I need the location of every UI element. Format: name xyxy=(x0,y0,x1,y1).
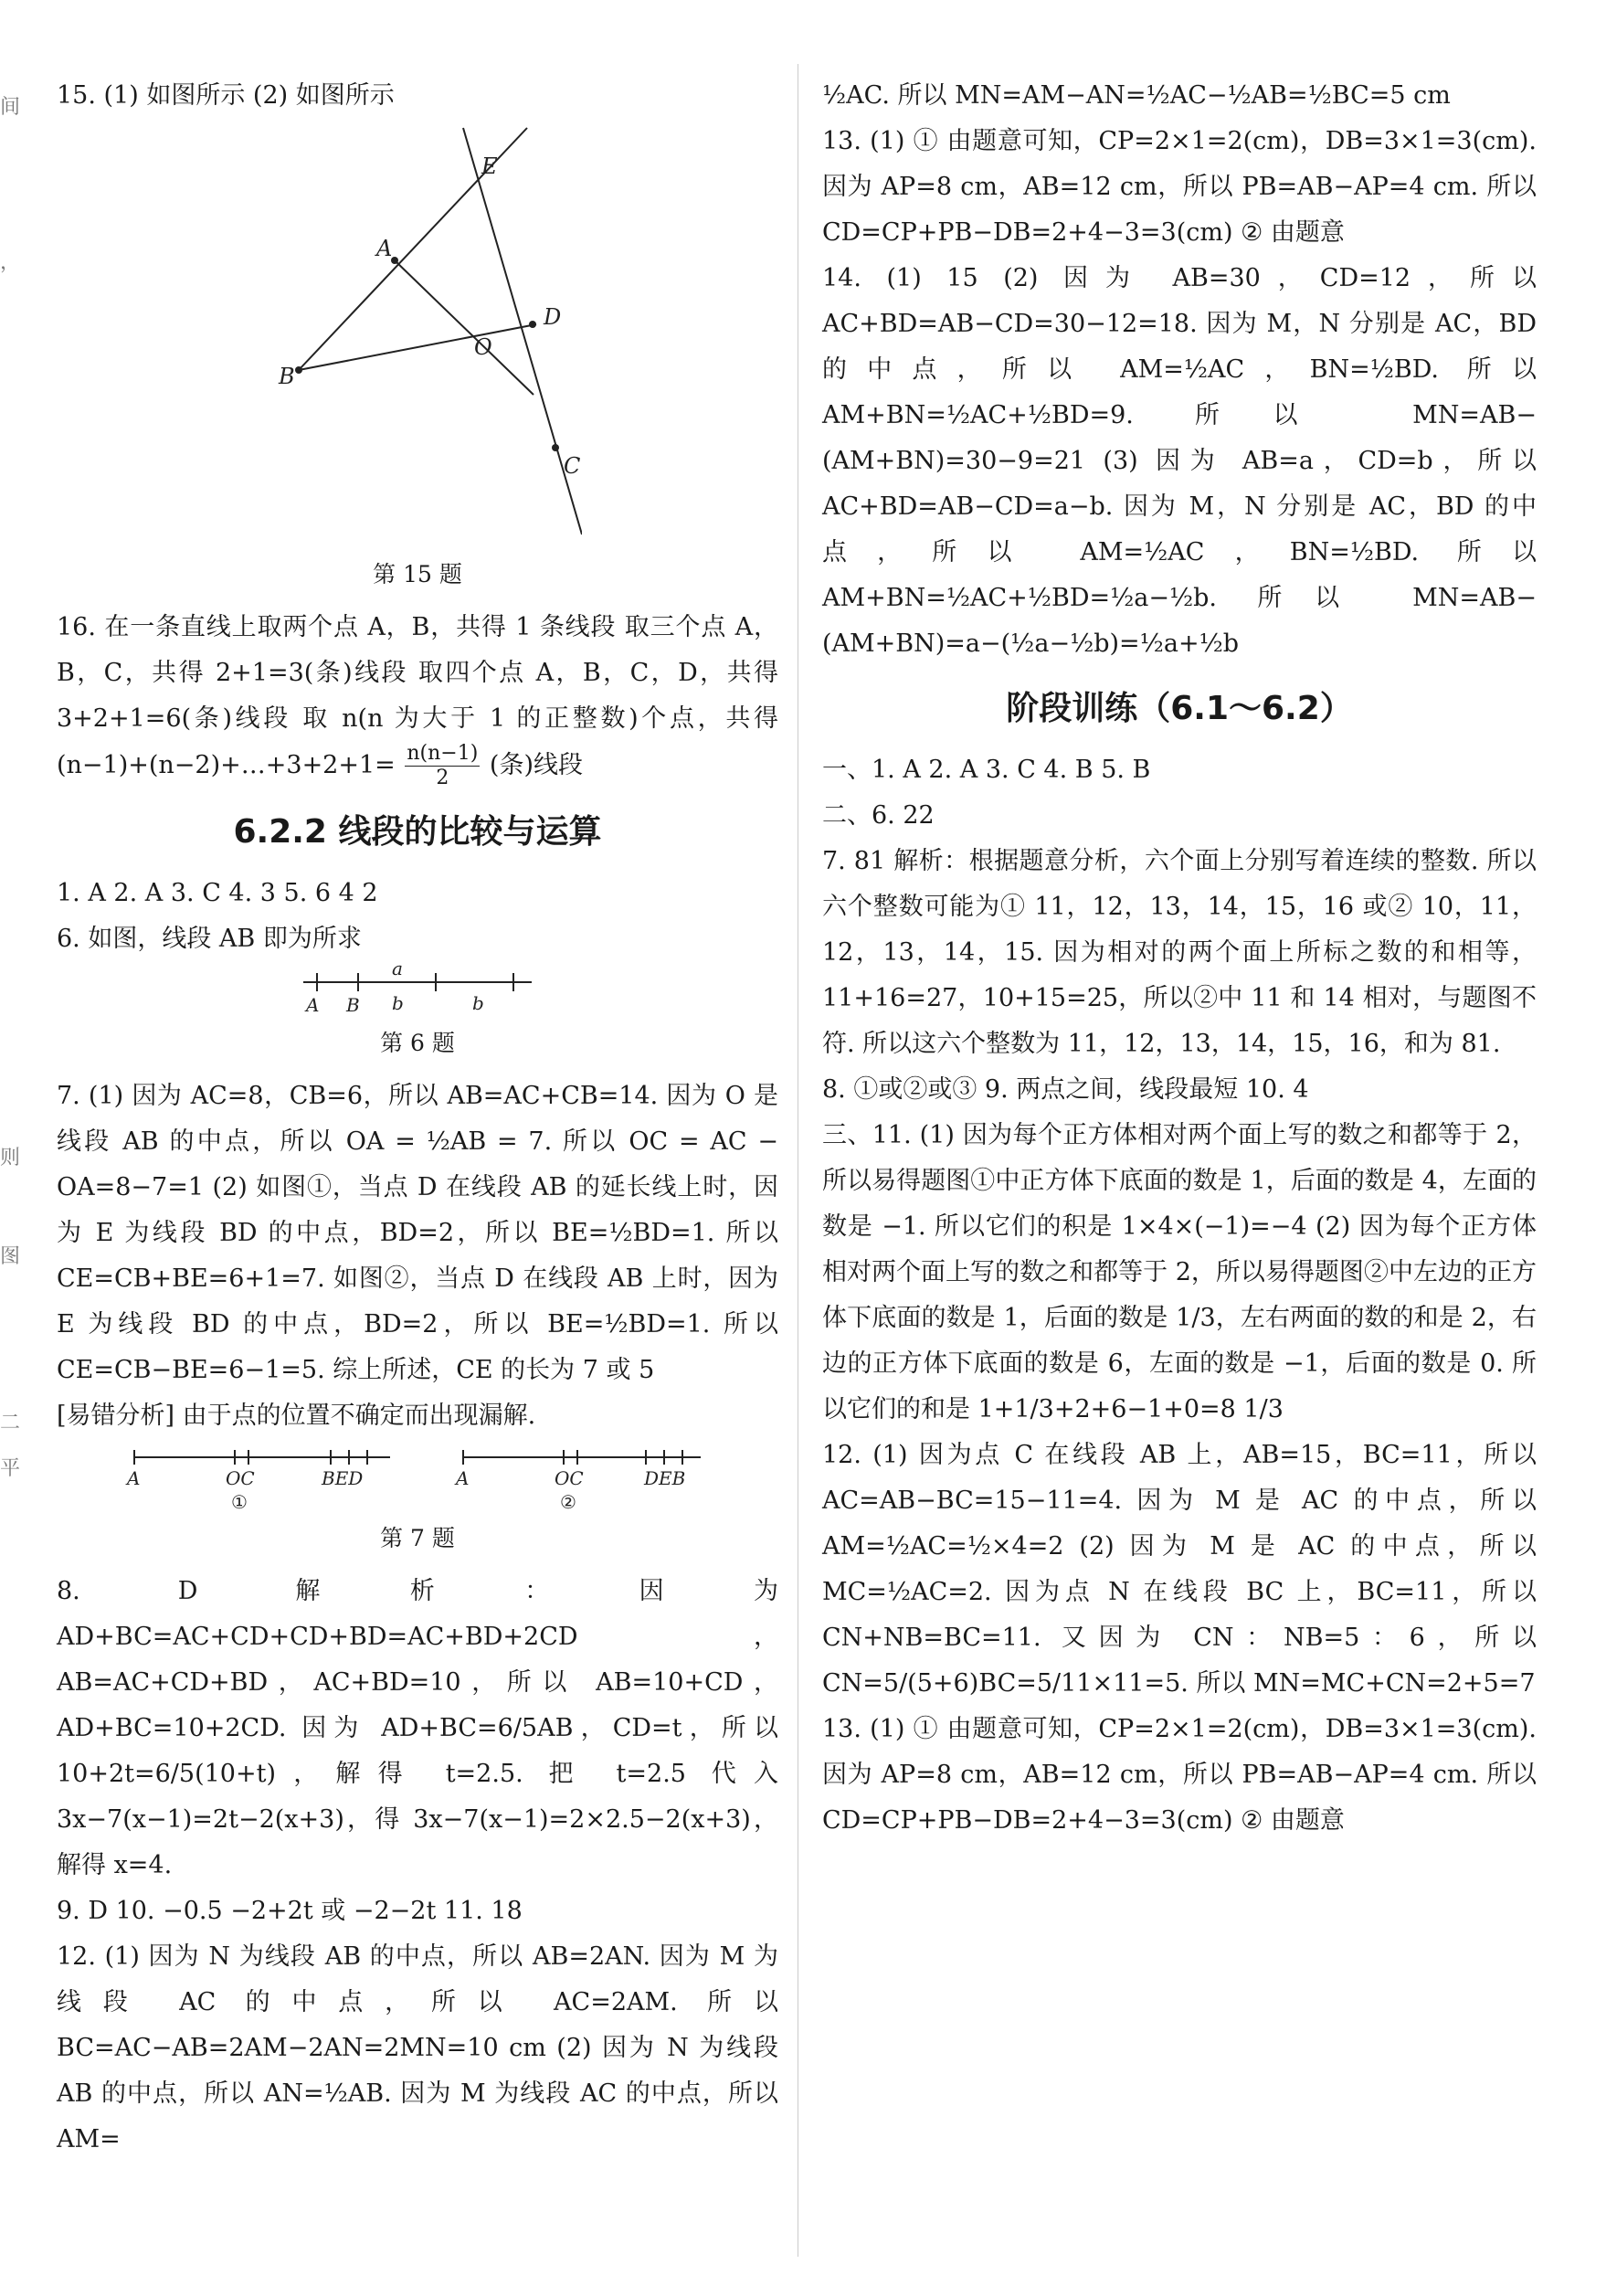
label-a-segment: a xyxy=(392,962,403,979)
fraction xyxy=(405,742,480,790)
label-a: A xyxy=(456,1467,470,1489)
edge-mark: 二 xyxy=(0,1412,21,1434)
label-c: C xyxy=(564,453,581,479)
answer-7-note: [易错分析] 由于点的位置不确定而出现漏解. xyxy=(57,1402,536,1430)
figure-6-caption: 第 6 题 xyxy=(380,1030,455,1056)
edge-mark: 平 xyxy=(0,1457,21,1480)
fraction-numerator: n(n−1) xyxy=(407,742,479,765)
answers-9-11: 9. D 10. −0.5 −2+2t 或 −2−2t 11. 18 xyxy=(57,1897,523,1925)
stage-answer-7: 7. 81 解析：根据题意分析，六个面上分别写着连续的整数. 所以六个整数可能为① 11，12，13，14，15，16 或② 10，11，12，13，14，15. 因为相对的两个面上所标之数的和相等，11+16=27，10+15=25，所以②中 11 和 14 相对，与题图不符. 所以这六个整数为 11，12，13，14，15，16，和为 81. xyxy=(822,847,1537,1058)
label-a: A xyxy=(376,236,393,261)
left-column xyxy=(57,73,778,2163)
answers-1-5: 1. A 2. A 3. C 4. 3 5. 6 4 2 xyxy=(57,879,378,907)
edge-mark: 间 xyxy=(0,96,21,119)
section-heading-6-2-2: 6.2.2 线段的比较与运算 xyxy=(233,813,602,851)
answer-14: 14. (1) 15 (2) 因为 AB=30，CD=12，所以 AC+BD=AB−CD=30−12=18. 因为 M，N 分别是 AC，BD 的中点，所以 AM=½AC，BN=½BD. 所以 AM+BN=½AC+½BD=9. 所以 MN=AB−(AM+BN)=30−9=21 (3) 因为 AB=a，CD=b，所以 AC+BD=AB−CD=a−b. 因为 M，N 分别是 AC，BD 的中点，所以 AM=½AC，BN=½BD. 所以 AM+BN=½AC+½BD=½a−½b. 所以 MN=AB−(AM+BN)=a−(½a−½b)=½a+½b xyxy=(822,264,1537,658)
stage-answers-1-5: 一、1. A 2. A 3. C 4. B 5. B xyxy=(822,756,1151,784)
fraction-denominator: 2 xyxy=(436,767,449,789)
edge-mark: 则 xyxy=(0,1147,21,1169)
stage-answer-12: 12. (1) 因为点 C 在线段 AB 上，AB=15，BC=11，所以 AC=AB−BC=15−11=4. 因为 M 是 AC 的中点，所以 AM=½AC=½×4=2 (2) 因为 M 是 AC 的中点，所以 MC=½AC=2. 因为点 N 在线段 BC 上，BC=11，所以 CN+NB=BC=11. 又因为 CN：NB=5：6，所以 CN=5/(5+6)BC=5/11×11=5. 所以 MN=MC+CN=2+5=7 xyxy=(822,1441,1537,1698)
figure-15-caption: 第 15 题 xyxy=(373,561,462,587)
point-b xyxy=(295,366,302,374)
answer-16 xyxy=(57,605,778,790)
label-point-a: A xyxy=(306,994,320,1016)
answer-8: 8. D 解析：因为 AD+BC=AC+CD+CD+BD=AC+BD+2CD，AB=AC+CD+BD，AC+BD=10，所以 AB=10+CD，AD+BC=10+2CD. 因为 AD+BC=6/5AB，CD=t，所以 10+2t=6/5(10+t)，解得 t=2.5. 把 t=2.5 代入 3x−7(x−1)=2t−2(x+3)，得 3x−7(x−1)=2×2.5−2(x+3)，解得 x=4. xyxy=(57,1577,778,1879)
answer-16-end: (条)线段 xyxy=(489,751,583,779)
label-e: E xyxy=(481,153,498,179)
label-d: D xyxy=(544,304,562,330)
label-o: O xyxy=(474,334,492,360)
answer-13: 13. (1) ① 由题意可知，CP=2×1=2(cm)，DB=3×1=3(cm). 因为 AP=8 cm，AB=12 cm，所以 PB=AB−AP=4 cm. 所以 CD=CP+PB−DB=2+4−3=3(cm) ② 由题意 xyxy=(822,127,1537,247)
label-b-segment: b xyxy=(392,992,404,1014)
figure-7-caption: 第 7 题 xyxy=(380,1525,455,1551)
answer-16-text: 16. 在一条直线上取两个点 A，B，共得 1 条线段 取三个点 A，B，C，共得 2+1=3(条)线段 取四个点 A，B，C，D，共得 3+2+1=6(条)线段 取 n(n 为大于 1 的正整数)个点，共得(n−1)+(n−2)+…+3+2+1= xyxy=(57,613,778,779)
figure-7 xyxy=(98,1439,737,1512)
figure-6 xyxy=(290,962,545,1017)
answer-6: 6. 如图，线段 AB 即为所求 xyxy=(57,925,362,953)
label-bed: BED xyxy=(322,1467,364,1489)
label-circle-1: ① xyxy=(231,1491,248,1512)
stage-answers-8-10: 8. ①或②或③ 9. 两点之间，线段最短 10. 4 xyxy=(822,1075,1309,1104)
label-point-b: B xyxy=(346,994,360,1016)
label-oc: OC xyxy=(555,1467,584,1489)
answer-12: 12. (1) 因为 N 为线段 AB 的中点，所以 AB=2AN. 因为 M 为线段 AC 的中点，所以 AC=2AM. 所以 BC=AC−AB=2AM−2AN=2MN=10 cm (2) 因为 N 为线段 AB 的中点，所以 AN=½AB. 因为 M 为线段 AC 的中点，所以 AM= xyxy=(57,1942,778,2153)
edge-mark: 图 xyxy=(0,1245,21,1268)
label-deb: DEB xyxy=(644,1467,686,1489)
label-b-segment: b xyxy=(472,992,484,1014)
point-d xyxy=(529,321,536,328)
answer-7: 7. (1) 因为 AC=8，CB=6，所以 AB=AC+CB=14. 因为 O 是线段 AB 的中点，所以 OA = ½AB = 7. 所以 OC = AC − OA=8−7=1 (2) 如图①，当点 D 在线段 AB 的延长线上时，因为 E 为线段 BD 的中点，BD=2，所以 BE=½BD=1. 所以 CE=CB+BE=6+1=7. 如图②，当点 D 在线段 AB 上时，因为 E 为线段 BD 的中点，BD=2，所以 BE=½BD=1. 所以 CE=CB−BE=6−1=5. 综上所述，CE 的长为 7 或 5 xyxy=(57,1082,778,1384)
stage-answer-13: 13. (1) ① 由题意可知，CP=2×1=2(cm)，DB=3×1=3(cm). 因为 AP=8 cm，AB=12 cm，所以 PB=AB−AP=4 cm. 所以 CD=CP+PB−DB=2+4−3=3(cm) ② 由题意 xyxy=(822,1715,1537,1835)
label-a: A xyxy=(127,1467,141,1489)
stage-answer-11: 三、11. (1) 因为每个正方体相对两个面上写的数之和都等于 2，所以易得题图①中正方体下底面的数是 1，后面的数是 4，左面的数是 −1. 所以它们的积是 1×4×(−1)=−4 (2) 因为每个正方体相对两个面上写的数之和都等于 2，所以易得题图②中左边的正方体下底面的数是 1，后面的数是 1/3，左右两面的数的和是 2，右边的正方体下底面的数是 6，左面的数是 −1，后面的数是 0. 所以它们的和是 1+1/3+2+6−1+0=8 1/3 xyxy=(822,1121,1537,1423)
label-oc: OC xyxy=(226,1467,255,1489)
section-heading-stage-training: 阶段训练（6.1～6.2） xyxy=(1006,690,1353,727)
right-column xyxy=(822,73,1537,1844)
edge-mark: ， xyxy=(0,251,21,274)
label-circle-2: ② xyxy=(560,1491,576,1512)
stage-answer-6: 二、6. 22 xyxy=(822,801,935,830)
point-c xyxy=(552,444,559,451)
figure-15 xyxy=(253,119,582,548)
answer-12-continued: ½AC. 所以 MN=AM−AN=½AC−½AB=½BC=5 cm xyxy=(822,81,1451,110)
label-b: B xyxy=(279,364,295,389)
answer-15: 15. (1) 如图所示 (2) 如图所示 xyxy=(57,81,395,110)
